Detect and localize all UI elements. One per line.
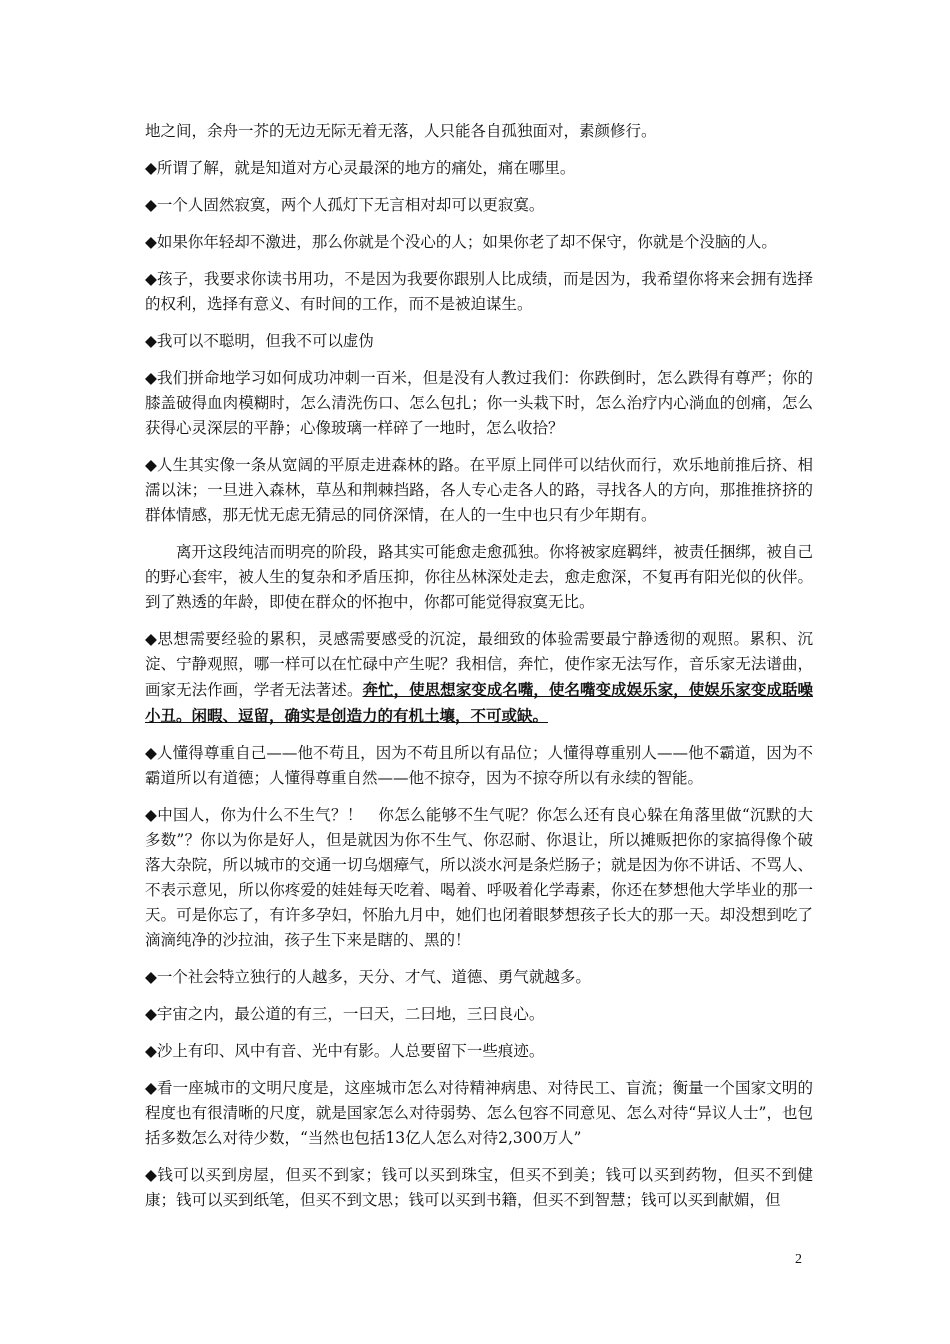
paragraph: ◆如果你年轻却不激进，那么你就是个没心的人；如果你老了却不保守，你就是个没脑的人。 [145,233,777,251]
paragraph: ◆所谓了解，就是知道对方心灵最深的地方的痛处，痛在哪里。 [145,159,576,177]
paragraph: ◆一个人固然寂寞，两个人孤灯下无言相对却可以更寂寞。 [145,196,545,214]
paragraph: ◆一个社会特立独行的人越多，天分、才气、道德、勇气就越多。 [145,968,591,986]
paragraph-with-emphasis [145,627,813,729]
paragraph-indented: 离开这段纯洁而明亮的阶段，路其实可能愈走愈孤独。你将被家庭羁绊，被责任捆绑，被自己的野心套牢，被人生的复杂和矛盾压抑，你往丛林深处走去，愈走愈深，不复再有阳光似的伙伴。到了熟透的年龄，即使在群众的怀抱中，你都可能觉得寂寞无比。 [145,543,813,611]
paragraph: ◆宇宙之内，最公道的有三，一曰天，二曰地，三曰良心。 [145,1005,545,1023]
paragraph: ◆人生其实像一条从宽阔的平原走进森林的路。在平原上同伴可以结伙而行，欢乐地前推后挤、相濡以沫；一旦进入森林，草丛和荆棘挡路，各人专心走各人的路，寻找各人的方向，那推推挤挤的群体情感，那无忧无虑无猜忌的同侪深情，在人的一生中也只有少年期有。 [145,456,813,524]
paragraph: ◆中国人，你为什么不生气？！ 你怎么能够不生气呢？你怎么还有良心躲在角落里做“沉默的大多数”？你以为你是好人，但是就因为你不生气、你忍耐、你退让，所以摊贩把你的家搞得像个破落大杂院，所以城市的交通一切乌烟瘴气，所以淡水河是条烂肠子；就是因为你不讲话、不骂人、不表示意见，所以你疼爱的娃娃每天吃着、喝着、呼吸着化学毒素，你还在梦想他大学毕业的那一天。可是你忘了，有许多孕妇，怀胎九月中，她们也闭着眼梦想孩子长大的那一天。却没想到吃了滴滴纯净的沙拉油，孩子生下来是瞎的、黑的！ [145,806,813,949]
paragraph: 地之间，余舟一芥的无边无际无着无落，人只能各自孤独面对，素颜修行。 [145,122,657,140]
page-number: 2 [795,1252,802,1267]
paragraph: ◆看一座城市的文明尺度是，这座城市怎么对待精神病患、对待民工、盲流；衡量一个国家文明的程度也有很清晰的尺度，就是国家怎么对待弱势、怎么包容不同意见、怎么对待“异议人士”，也包括多数怎么对待少数，“当然也包括13亿人怎么对待2,300万人” [145,1079,813,1147]
document-body [145,119,813,1225]
paragraph: ◆钱可以买到房屋，但买不到家；钱可以买到珠宝，但买不到美；钱可以买到药物，但买不到健康；钱可以买到纸笔，但买不到文思；钱可以买到书籍，但买不到智慧；钱可以买到献媚，但 [145,1166,813,1209]
paragraph: ◆人懂得尊重自己——他不苟且，因为不苟且所以有品位；人懂得尊重别人——他不霸道，因为不霸道所以有道德；人懂得尊重自然——他不掠夺，因为不掠夺所以有永续的智能。 [145,744,813,787]
paragraph: ◆我可以不聪明，但我不可以虚伪 [145,332,374,350]
emphasized-text: 奔忙，使思想家变成名嘴，使名嘴变成娱乐家，使娱乐家变成聒噪小丑。闲暇、逗留，确实是创造力的有机土壤，不可或缺。 [145,680,813,725]
paragraph: ◆孩子，我要求你读书用功，不是因为我要你跟别人比成绩，而是因为，我希望你将来会拥有选择的权利，选择有意义、有时间的工作，而不是被迫谋生。 [145,270,813,313]
paragraph: ◆我们拼命地学习如何成功冲刺一百米，但是没有人教过我们：你跌倒时，怎么跌得有尊严；你的膝盖破得血肉模糊时，怎么清洗伤口、怎么包扎；你一头栽下时，怎么治疗内心淌血的创痛，怎么获得心灵深层的平静；心像玻璃一样碎了一地时，怎么收拾？ [145,369,813,437]
paragraph-text: ◆思想需要经验的累积，灵感需要感受的沉淀，最细致的体验需要最宁静透彻的观照。累积、沉淀、宁静观照，哪一样可以在忙碌中产生呢？我相信，奔忙，使作家无法写作，音乐家无法谱曲，画家无法作画，学者无法著述。 [145,630,813,699]
paragraph: ◆沙上有印、风中有音、光中有影。人总要留下一些痕迹。 [145,1042,545,1060]
